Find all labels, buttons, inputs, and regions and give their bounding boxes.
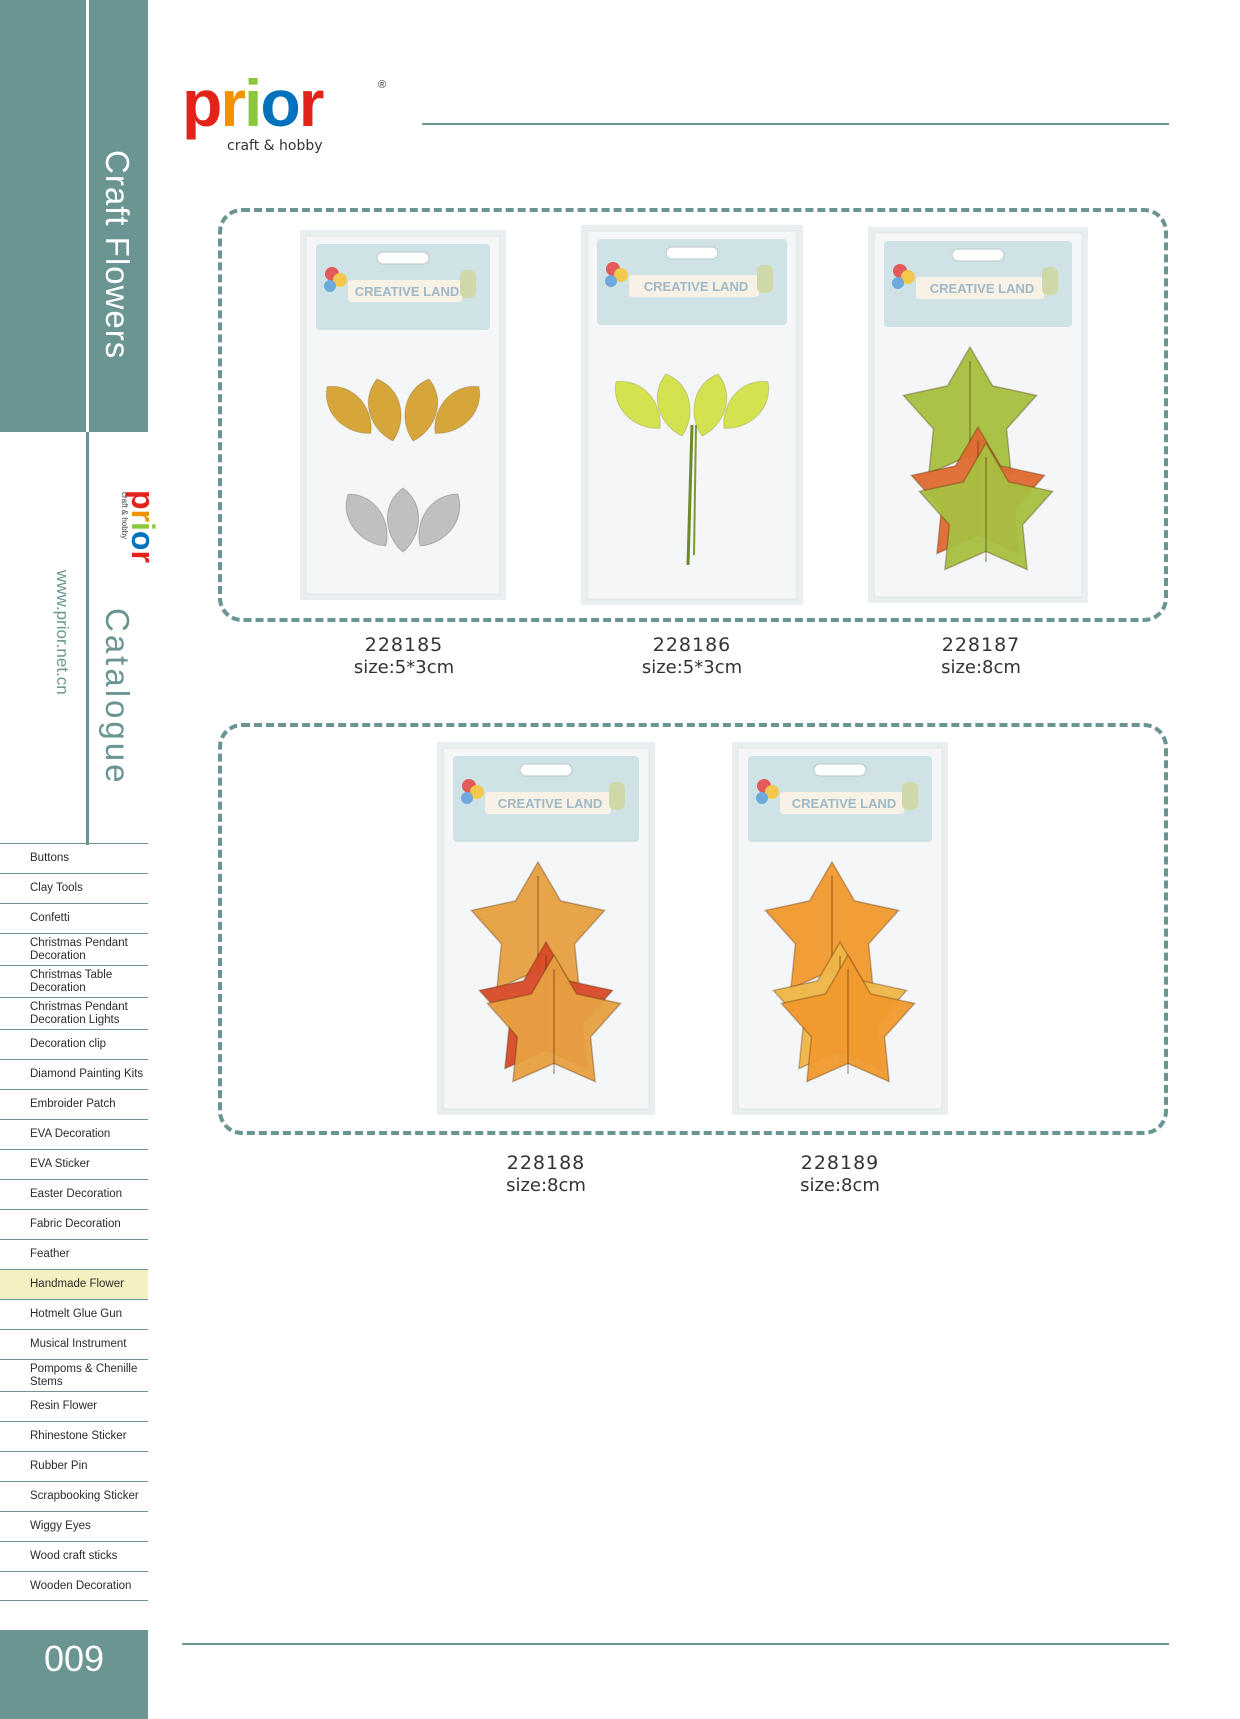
balloon-blue bbox=[324, 280, 336, 292]
category-item[interactable]: Rhinestone Sticker bbox=[0, 1421, 148, 1451]
autumn-maple-leaves-pack bbox=[437, 742, 655, 1115]
category-item[interactable]: Resin Flower bbox=[0, 1391, 148, 1421]
balloon-blue bbox=[605, 275, 617, 287]
category-item[interactable]: Wooden Decoration bbox=[0, 1571, 148, 1601]
category-item[interactable]: Confetti bbox=[0, 903, 148, 933]
category-item[interactable]: Musical Instrument bbox=[0, 1329, 148, 1359]
product-image-228187[interactable] bbox=[868, 227, 1088, 603]
product-caption bbox=[881, 634, 1081, 678]
product-code: 228187 bbox=[941, 634, 1021, 656]
hang-hole bbox=[520, 764, 572, 776]
category-item[interactable]: Fabric Decoration bbox=[0, 1209, 148, 1239]
hang-hole bbox=[666, 247, 718, 259]
catalogue-label: Catalogue bbox=[99, 608, 136, 786]
cactus-mark bbox=[1042, 267, 1058, 295]
category-item[interactable]: Christmas Pendant Decoration bbox=[0, 933, 148, 965]
category-item[interactable]: Scrapbooking Sticker bbox=[0, 1481, 148, 1511]
sidebar-vertical-line bbox=[86, 432, 89, 845]
green-maple-leaves-pack bbox=[868, 227, 1088, 603]
product-size: size:8cm bbox=[506, 1175, 586, 1196]
balloon-blue bbox=[461, 792, 473, 804]
category-item[interactable]: Embroider Patch bbox=[0, 1089, 148, 1119]
product-image-228188[interactable] bbox=[437, 742, 655, 1115]
category-list bbox=[0, 843, 148, 1601]
category-item[interactable]: Clay Tools bbox=[0, 873, 148, 903]
product-caption bbox=[592, 634, 792, 678]
packaging-label: CREATIVE LAND bbox=[497, 796, 603, 811]
product-group-frame-2 bbox=[218, 723, 1168, 1135]
cactus-mark bbox=[609, 782, 625, 810]
product-size: size:8cm bbox=[800, 1175, 880, 1196]
packaging-label: CREATIVE LAND bbox=[791, 796, 897, 811]
hang-hole bbox=[377, 252, 429, 264]
side-prior-logo bbox=[96, 486, 161, 586]
balloon-blue bbox=[892, 277, 904, 289]
hang-hole bbox=[952, 249, 1004, 261]
category-item[interactable]: Wiggy Eyes bbox=[0, 1511, 148, 1541]
cactus-mark bbox=[902, 782, 918, 810]
product-code: 228185 bbox=[364, 634, 444, 656]
header-rule bbox=[422, 123, 1169, 125]
website-url[interactable]: www.prior.net.cn bbox=[53, 570, 72, 695]
product-code: 228186 bbox=[652, 634, 732, 656]
product-size: size:5*3cm bbox=[641, 657, 743, 678]
category-item[interactable]: Feather bbox=[0, 1239, 148, 1269]
orange-maple-leaves-pack bbox=[732, 742, 948, 1115]
gold-silver-leaves-pack bbox=[300, 230, 506, 600]
product-image-228189[interactable] bbox=[732, 742, 948, 1115]
page-number: 009 bbox=[43, 1638, 105, 1679]
prior-logo bbox=[180, 68, 400, 158]
footer-rule bbox=[182, 1643, 1169, 1645]
category-item[interactable]: Pompoms & Chenille Stems bbox=[0, 1359, 148, 1391]
product-code: 228189 bbox=[800, 1152, 880, 1174]
page-number-box bbox=[0, 1630, 148, 1719]
category-item[interactable]: Christmas Pendant Decoration Lights bbox=[0, 997, 148, 1029]
product-image-228186[interactable] bbox=[581, 225, 803, 605]
category-item[interactable]: Decoration clip bbox=[0, 1029, 148, 1059]
category-item[interactable]: Easter Decoration bbox=[0, 1179, 148, 1209]
sidebar-divider-line bbox=[86, 0, 89, 432]
hang-hole bbox=[814, 764, 866, 776]
lime-leaves-pack bbox=[581, 225, 803, 605]
category-item[interactable]: Wood craft sticks bbox=[0, 1541, 148, 1571]
side-logo-tagline: craft & hobby bbox=[120, 492, 129, 540]
category-item[interactable]: Rubber Pin bbox=[0, 1451, 148, 1481]
product-image-228185[interactable] bbox=[300, 230, 506, 600]
product-caption bbox=[304, 634, 504, 678]
category-item[interactable]: EVA Decoration bbox=[0, 1119, 148, 1149]
packaging-label: CREATIVE LAND bbox=[643, 279, 749, 294]
product-caption bbox=[740, 1152, 940, 1196]
product-code: 228188 bbox=[506, 1152, 586, 1174]
registered-mark: ® bbox=[378, 79, 387, 91]
category-item[interactable]: Hotmelt Glue Gun bbox=[0, 1299, 148, 1329]
category-item[interactable]: Buttons bbox=[0, 843, 148, 873]
svg-text:prior: prior bbox=[125, 490, 161, 563]
category-item[interactable]: Handmade Flower bbox=[0, 1269, 148, 1299]
packaging-label: CREATIVE LAND bbox=[354, 284, 460, 299]
category-item[interactable]: Diamond Painting Kits bbox=[0, 1059, 148, 1089]
category-item[interactable]: Christmas Table Decoration bbox=[0, 965, 148, 997]
logo-tagline: craft & hobby bbox=[227, 138, 323, 154]
cactus-mark bbox=[757, 265, 773, 293]
category-item[interactable]: EVA Sticker bbox=[0, 1149, 148, 1179]
product-size: size:5*3cm bbox=[353, 657, 455, 678]
product-caption bbox=[446, 1152, 646, 1196]
balloon-blue bbox=[756, 792, 768, 804]
product-size: size:8cm bbox=[941, 657, 1021, 678]
packaging-label: CREATIVE LAND bbox=[929, 281, 1035, 296]
svg-text:prior: prior bbox=[182, 66, 323, 140]
cactus-mark bbox=[460, 270, 476, 298]
section-title: Craft Flowers bbox=[99, 150, 136, 360]
